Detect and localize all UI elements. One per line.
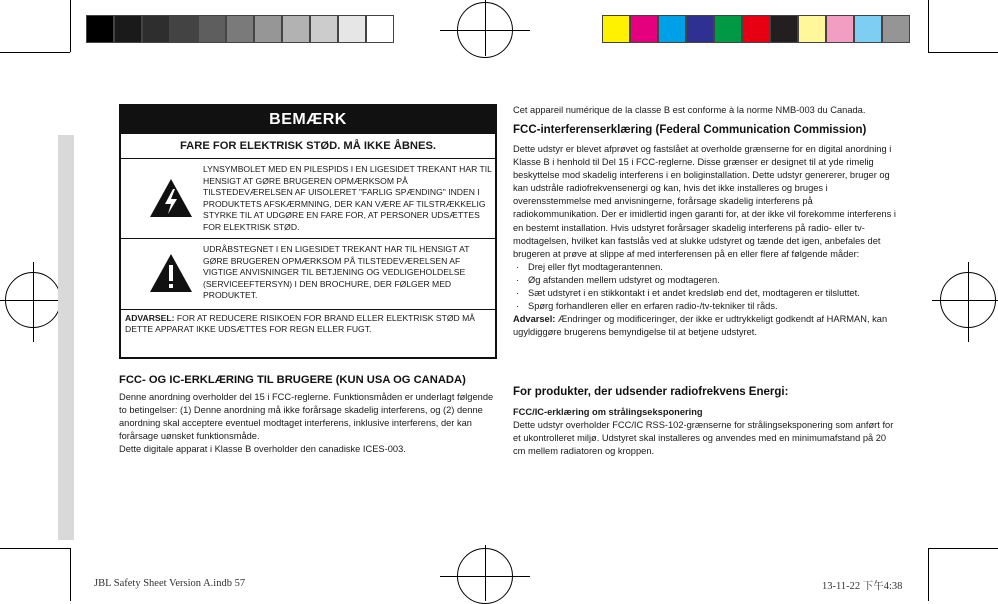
page-side-tab xyxy=(58,135,74,540)
grayscale-swatch xyxy=(142,15,170,43)
safety-notice-box xyxy=(119,104,497,359)
notice-title: BEMÆRK xyxy=(121,106,495,134)
list-item: · Sæt udstyret i en stikkontakt i et andet kredsløb end det, modtageren er tilsluttet. xyxy=(513,287,898,300)
color-swatch xyxy=(686,15,714,43)
grayscale-swatch xyxy=(254,15,282,43)
grayscale-swatch xyxy=(310,15,338,43)
footer-timestamp: 13-11-22 下午4:38 xyxy=(822,581,903,592)
grayscale-swatch xyxy=(86,15,114,43)
crop-mark xyxy=(928,52,998,53)
left-para-2: Dette digitale apparat i Klasse B overholder den canadiske ICES-003. xyxy=(119,444,406,455)
color-swatch xyxy=(742,15,770,43)
crop-mark xyxy=(928,548,998,549)
right-heading-rf: For produkter, der udsender radiofrekvens Energi: xyxy=(513,386,789,398)
color-swatch xyxy=(826,15,854,43)
grayscale-swatch xyxy=(338,15,366,43)
color-swatch xyxy=(714,15,742,43)
right-subheading: FCC/IC-erklæring om strålingseksponering xyxy=(513,407,703,417)
grayscale-swatch xyxy=(282,15,310,43)
grayscale-swatch xyxy=(198,15,226,43)
notice-warning-text: FOR AT REDUCERE RISIKOEN FOR BRAND ELLER ELEKTRISK STØD MÅ DETTE APPARAT IKKE UDSÆTTES FOR REGN ELLER FUGT. xyxy=(125,313,476,335)
color-swatch xyxy=(658,15,686,43)
list-item: · Spørg forhandleren eller en erfaren radio-/tv-tekniker til råds. xyxy=(513,300,898,313)
right-warning-label: Advarsel: xyxy=(513,314,556,325)
right-heading-fcc: FCC-interferenserklæring (Federal Communication Commission) xyxy=(513,124,867,136)
right-para-1: Dette udstyr er blevet afprøvet og fastslået at overholde grænserne for en digital anordning i Klasse B i henhold til Del 15 i FCC-reglerne. Disse grænser er designet til at yde rimelig beskyttelse mod skadelig interferens i en boliginstallation. Dette udstyr genererer, bruger og kan udstråle radiofrekvensenergi og kan, hvis det ikke installeres og bruges i overensstemmelse med anvisningerne, forårsage skadelig interferens på radiokommunikation. Der er imidlertid ingen garanti for, at der ikke vil forekomme interferens i en bestemt installation. Hvis udstyret forårsager skadelig interferens på radio- eller tv-modtagelsen, hvilket kan fastslås ved at slukke udstyret og tænde det igen, anbefales det brugeren at prøve at slippe af med interferensen på en eller flere af følgende måder: xyxy=(513,144,896,259)
left-body xyxy=(119,391,499,456)
crop-mark xyxy=(0,548,70,549)
crop-mark xyxy=(928,548,929,601)
right-rf-body xyxy=(513,406,898,458)
notice-row-exclamation xyxy=(121,239,495,310)
notice-subtitle: FARE FOR ELEKTRISK STØD. MÅ IKKE ÅBNES. xyxy=(121,134,495,159)
crop-mark xyxy=(928,0,929,52)
grayscale-swatch xyxy=(226,15,254,43)
notice-warning xyxy=(121,310,495,335)
color-swatch xyxy=(602,15,630,43)
footer-filename: JBL Safety Sheet Version A.indb 57 xyxy=(94,578,246,589)
right-warning-text: Ændringer og modificeringer, der ikke er udtrykkeligt godkendt af HARMAN, kan ugyldiggøre brugerens bemyndigelse til at betjene udstyret. xyxy=(513,314,888,338)
left-heading: FCC- OG IC-ERKLÆRING TIL BRUGERE (KUN USA OG CANADA) xyxy=(119,374,466,386)
right-warning xyxy=(513,313,898,339)
right-body xyxy=(513,143,898,339)
grayscale-swatch xyxy=(114,15,142,43)
color-swatch xyxy=(854,15,882,43)
grayscale-swatch xyxy=(366,15,394,43)
notice-row-lightning xyxy=(121,159,495,239)
color-swatch xyxy=(770,15,798,43)
crop-mark xyxy=(70,0,71,52)
color-swatch xyxy=(882,15,910,43)
crop-mark xyxy=(70,548,71,601)
notice-lightning-text: LYNSYMBOLET MED EN PILESPIDS I EN LIGESIDET TREKANT HAR TIL HENSIGT AT GØRE BRUGEREN OPMÆRKSOM PÅ TILSTEDEVÆRELSEN AF UISOLERET "FARLIG SPÆNDING" INDEN I PRODUKTETS AFSKÆRMNING, DER KAN VÆRE AF TILSTRÆKKELIG STYRKE TIL AT UDGØRE EN FARE FOR, AT PERSONER UDSÆTTES FOR ELEKTRISK STØD. xyxy=(203,164,492,232)
color-swatch xyxy=(630,15,658,43)
list-item: · Drej eller flyt modtagerantennen. xyxy=(513,261,898,274)
notice-exclamation-text: UDRÅBSTEGNET I EN LIGESIDET TREKANT HAR TIL HENSIGT AT GØRE BRUGEREN OPMÆRKSOM PÅ TILSTEDEVÆRELSEN AF VIGTIGE ANVISNINGER TIL BETJENING OG VEDLIGEHOLDELSE (SERVICEEFTERSYN) I DEN BROCHURE, DER FØLGER MED PRODUKTET. xyxy=(203,244,470,301)
interference-bullet-list xyxy=(513,261,898,313)
lightning-bolt-warning-icon xyxy=(149,176,193,220)
exclamation-warning-icon xyxy=(149,251,193,295)
right-intro: Cet appareil numérique de la classe B est conforme à la norme NMB-003 du Canada. xyxy=(513,105,866,115)
list-item: · Øg afstanden mellem udstyret og modtageren. xyxy=(513,274,898,287)
color-swatch xyxy=(798,15,826,43)
crop-mark xyxy=(0,52,70,53)
grayscale-swatch xyxy=(170,15,198,43)
notice-warning-label: ADVARSEL: xyxy=(125,313,175,323)
right-para-2: Dette udstyr overholder FCC/IC RSS-102-grænserne for strålingseksponering som anført for et ukontrolleret miljø. Udstyret skal installeres og anvendes med en minimumafstand på 20 cm mellem radiatoren og kroppen. xyxy=(513,420,894,457)
left-para-1: Denne anordning overholder del 15 i FCC-reglerne. Funktionsmåden er underlagt følgende to betingelser: (1) Denne anordning må ikke forårsage skadelig interferens, og (2) denne anordning skal acceptere eventuel modtaget interferens, inklusive interferens, der kan forårsage uønsket funktionsmåde. xyxy=(119,392,494,442)
